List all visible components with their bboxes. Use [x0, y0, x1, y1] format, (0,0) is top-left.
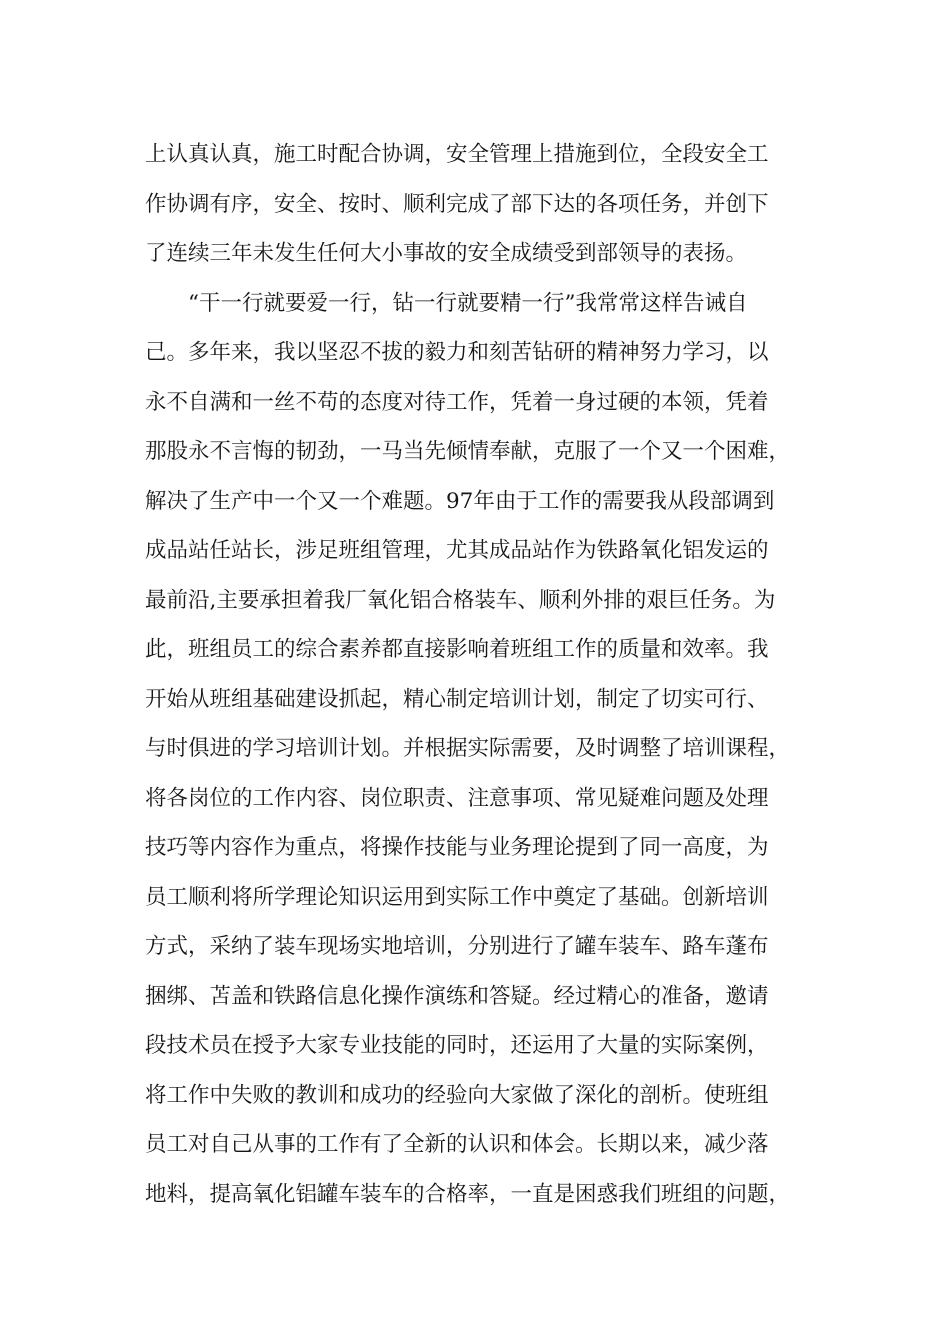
text-line-19: 段技术员在授予大家专业技能的同时，还运用了大量的实际案例，	[145, 1033, 769, 1058]
text-line-4: “干一行就要爱一行，钻一行就要精一行”我常常这样告诫自	[145, 291, 748, 316]
text-line-13: 与时俱进的学习培训计划。并根据实际需要，及时调整了培训课程，	[145, 736, 791, 761]
text-line-6: 永不自满和一丝不苟的态度对待工作，凭着一身过硬的本领，凭着	[145, 390, 769, 415]
text-line-16: 员工顺利将所学理论知识运用到实际工作中奠定了基础。创新培训	[145, 885, 769, 910]
text-line-21: 员工对自己从事的工作有了全新的认识和体会。长期以来，减少落	[145, 1132, 769, 1157]
text-line-8: 解决了生产中一个又一个难题。97年由于工作的需要我从段部调到	[145, 489, 775, 514]
text-line-9: 成品站任站长，涉足班组管理，尤其成品站作为铁路氧化铝发运的	[145, 538, 769, 563]
text-line-18: 捆绑、苫盖和铁路信息化操作演练和答疑。经过精心的准备，邀请	[145, 984, 769, 1009]
text-line-14: 将各岗位的工作内容、岗位职责、注意事项、常见疑难问题及处理	[145, 786, 769, 811]
text-line-17: 方式，采纳了装车现场实地培训，分别进行了罐车装车、路车蓬布	[145, 934, 769, 959]
text-line-11: 此，班组员工的综合素养都直接影响着班组工作的质量和效率。我	[145, 637, 769, 662]
text-line-20: 将工作中失败的教训和成功的经验向大家做了深化的剖析。使班组	[145, 1083, 769, 1108]
text-line-3: 了连续三年未发生任何大小事故的安全成绩受到部领导的表扬。	[145, 241, 748, 266]
text-line-12: 开始从班组基础建设抓起，精心制定培训计划，制定了切实可行、	[145, 687, 769, 712]
text-line-5: 己。多年来，我以坚忍不拔的毅力和刻苦钻研的精神努力学习，以	[145, 340, 769, 365]
text-line-15: 技巧等内容作为重点，将操作技能与业务理论提到了同一高度，为	[145, 835, 769, 860]
text-line-22: 地料，提高氧化铝罐车装车的合格率，一直是困惑我们班组的问题，	[145, 1182, 791, 1207]
text-line-1: 上认真认真，施工时配合协调，安全管理上措施到位，全段安全工	[145, 142, 769, 167]
text-line-2: 作协调有序，安全、按时、顺利完成了部下达的各项任务，并创下	[145, 192, 769, 217]
text-line-7: 那股永不言悔的韧劲，一马当先倾情奉献，克服了一个又一个困难，	[145, 439, 791, 464]
text-line-10: 最前沿,主要承担着我厂氧化铝合格装车、顺利外排的艰巨任务。为	[145, 588, 776, 613]
